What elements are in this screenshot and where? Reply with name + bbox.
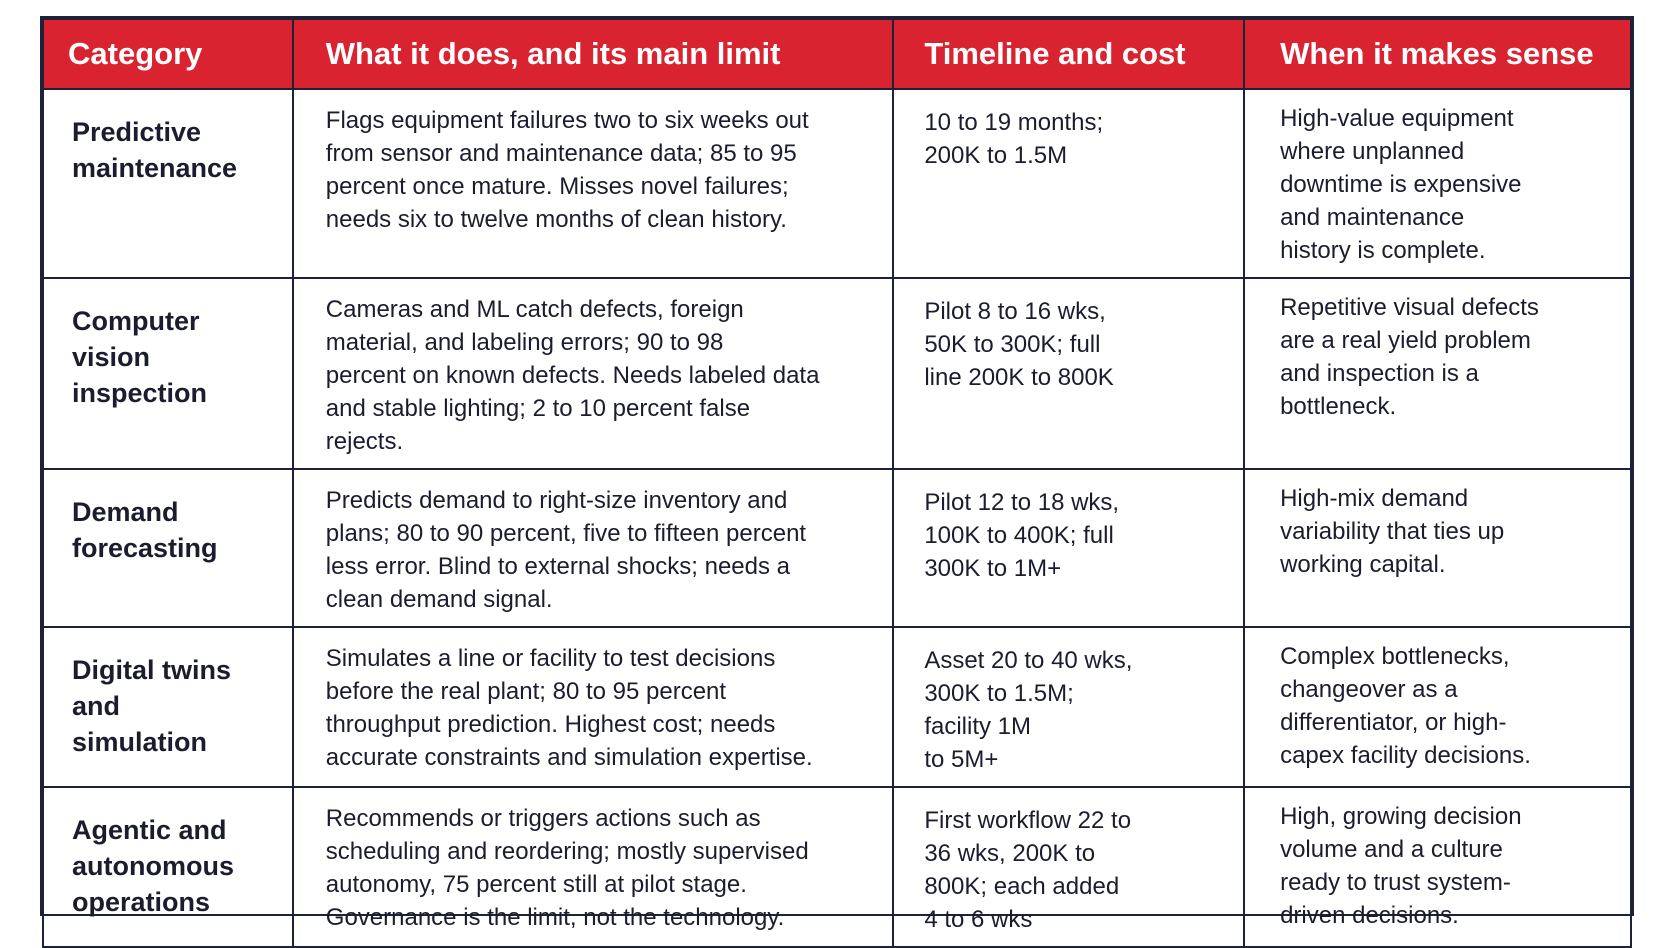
table-row <box>43 787 1631 947</box>
description-cell: Flags equipment failures two to six weeks out from sensor and maintenance data; 85 to 95 percent once mature. Misses novel failures; needs six to twelve months of clean history. <box>293 89 894 278</box>
description-cell: Simulates a line or facility to test decisions before the real plant; 80 to 95 percent throughput prediction. Highest cost; needs accurate constraints and simulation expertise. <box>293 627 894 787</box>
timeline-cost-cell: 10 to 19 months; 200K to 1.5M <box>893 89 1244 278</box>
table-row <box>43 89 1631 278</box>
description-cell: Predicts demand to right-size inventory and plans; 80 to 90 percent, five to fifteen percent less error. Blind to external shocks; needs a clean demand signal. <box>293 469 894 627</box>
category-cell: Demand forecasting <box>43 469 293 627</box>
timeline-cost-cell: Pilot 12 to 18 wks, 100K to 400K; full 300K to 1M+ <box>893 469 1244 627</box>
ai-categories-table <box>42 18 1632 948</box>
table-row <box>43 627 1631 787</box>
when-cell: Complex bottlenecks, changeover as a differentiator, or high- capex facility decisions. <box>1244 627 1631 787</box>
table-header <box>43 19 1631 89</box>
timeline-cost-cell: Pilot 8 to 16 wks, 50K to 300K; full line 200K to 800K <box>893 278 1244 469</box>
table-body <box>43 89 1631 947</box>
timeline-cost-cell: Asset 20 to 40 wks, 300K to 1.5M; facility 1M to 5M+ <box>893 627 1244 787</box>
table-row <box>43 469 1631 627</box>
header-when-it-makes-sense: When it makes sense <box>1244 19 1631 89</box>
description-cell: Recommends or triggers actions such as scheduling and reordering; mostly supervised autonomy, 75 percent still at pilot stage. Governance is the limit, not the technology. <box>293 787 894 947</box>
when-cell: High, growing decision volume and a culture ready to trust system- driven decisions. <box>1244 787 1631 947</box>
category-cell: Predictive maintenance <box>43 89 293 278</box>
header-what-it-does: What it does, and its main limit <box>293 19 894 89</box>
category-cell: Agentic and autonomous operations <box>43 787 293 947</box>
category-cell: Computer vision inspection <box>43 278 293 469</box>
comparison-table <box>40 16 1634 933</box>
timeline-cost-cell: First workflow 22 to 36 wks, 200K to 800K; each added 4 to 6 wks <box>893 787 1244 947</box>
table-row <box>43 278 1631 469</box>
category-cell: Digital twins and simulation <box>43 627 293 787</box>
header-category: Category <box>43 19 293 89</box>
description-cell: Cameras and ML catch defects, foreign material, and labeling errors; 90 to 98 percent on known defects. Needs labeled data and stable lighting; 2 to 10 percent false rejects. <box>293 278 894 469</box>
when-cell: High-mix demand variability that ties up working capital. <box>1244 469 1631 627</box>
header-row <box>43 19 1631 89</box>
when-cell: Repetitive visual defects are a real yield problem and inspection is a bottleneck. <box>1244 278 1631 469</box>
header-timeline-cost: Timeline and cost <box>893 19 1244 89</box>
when-cell: High-value equipment where unplanned downtime is expensive and maintenance history is complete. <box>1244 89 1631 278</box>
